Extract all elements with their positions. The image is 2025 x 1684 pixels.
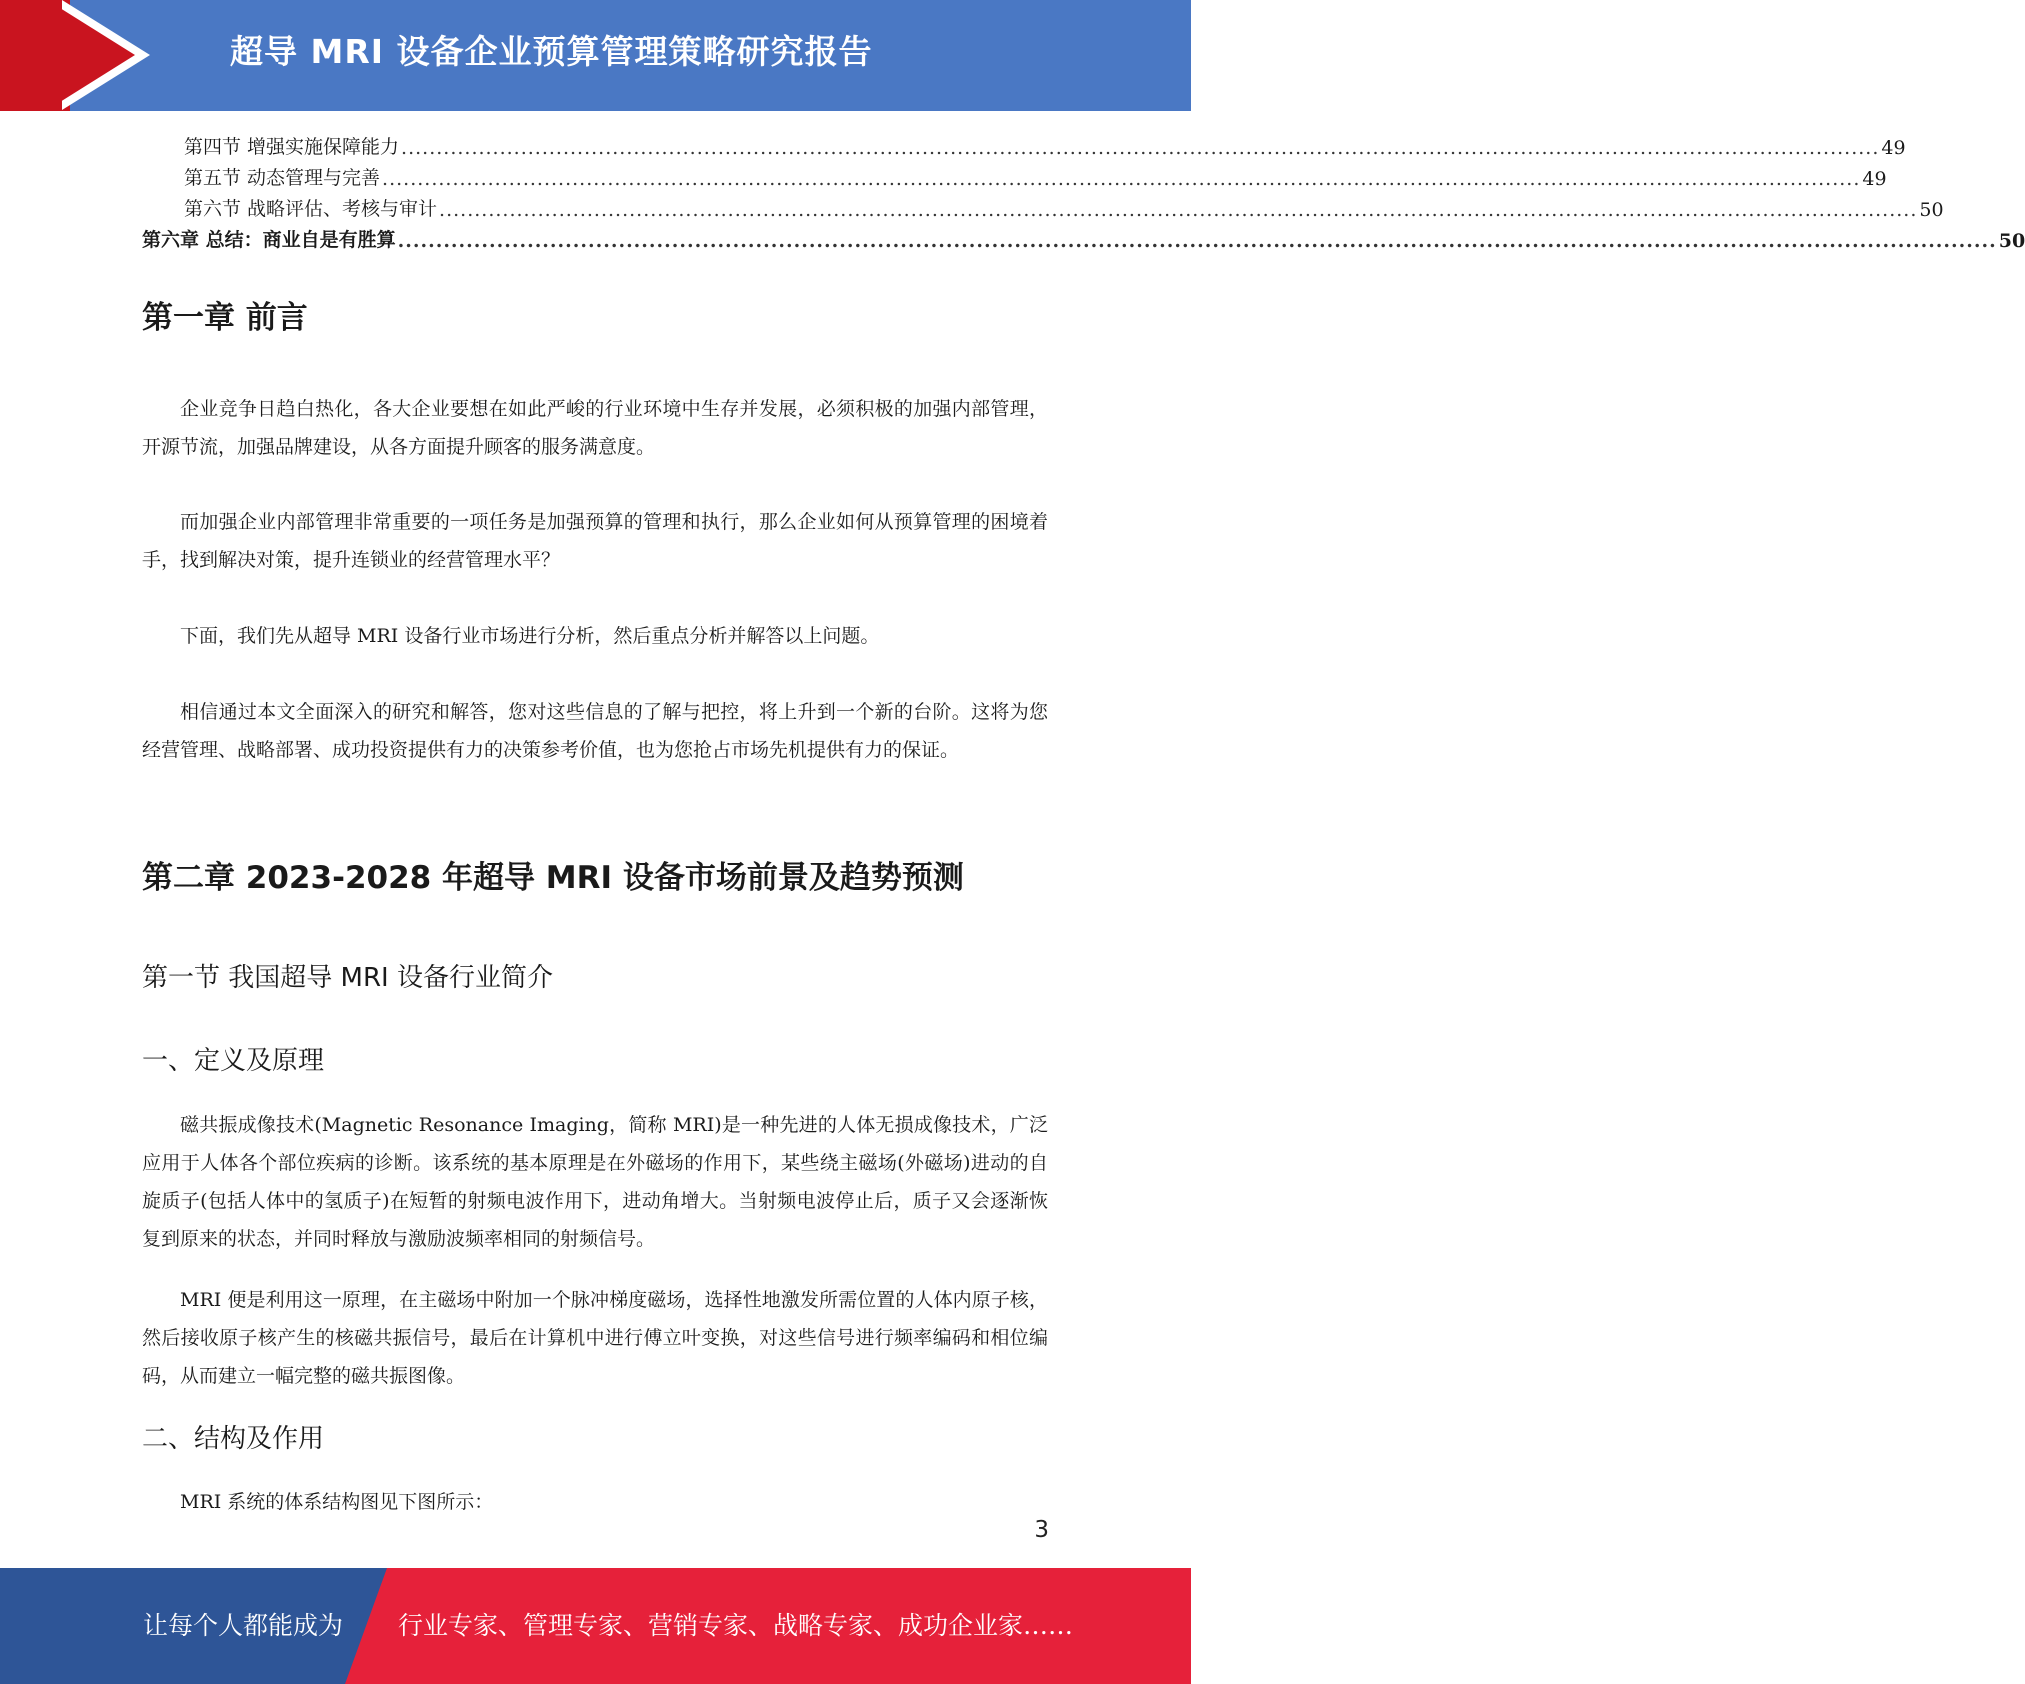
toc-entry-title: 第四节 增强实施保障能力 bbox=[184, 136, 400, 158]
chapter-1-body bbox=[142, 503, 1048, 579]
paragraph: 下面，我们先从超导 MRI 设备行业市场进行分析，然后重点分析并解答以上问题。 bbox=[180, 625, 880, 647]
toc-entry-title: 第五节 动态管理与完善 bbox=[184, 167, 381, 189]
section-heading-block bbox=[142, 957, 1048, 994]
page-number: 3 bbox=[1034, 1517, 1049, 1543]
subsection-heading-block bbox=[142, 1418, 1048, 1455]
subsection-heading: 二、结构及作用 bbox=[142, 1424, 325, 1454]
toc-entry-title: 第六节 战略评估、考核与审计 bbox=[184, 198, 438, 220]
footer-slogan-left: 让每个人都能成为 bbox=[143, 1611, 344, 1640]
chapter-2 bbox=[142, 852, 1048, 897]
paragraph: 而加强企业内部管理非常重要的一项任务是加强预算的管理和执行，那么企业如何从预算管理的困境着手，找到解决对策，提升连锁业的经营管理水平？ bbox=[142, 511, 1048, 571]
chapter-1 bbox=[142, 292, 1048, 337]
chapter-heading: 第一章 前言 bbox=[142, 300, 308, 336]
header-arrow-inner bbox=[60, 8, 135, 102]
toc-entry-chapter[interactable] bbox=[142, 221, 2025, 252]
toc-entry-page: 49 bbox=[1881, 137, 1906, 159]
subsection-body bbox=[142, 1281, 1048, 1395]
paragraph: 相信通过本文全面深入的研究和解答，您对这些信息的了解与把控，将上升到一个新的台阶。这将为您经营管理、战略部署、成功投资提供有力的决策参考价值，也为您抢占市场先机提供有力的保证。 bbox=[142, 701, 1048, 761]
toc-leader-dots: .................................................................................................................................................................................................................. bbox=[382, 168, 1861, 190]
subsection-heading-block bbox=[142, 1040, 1048, 1077]
footer-blue-slant bbox=[345, 1568, 387, 1684]
table-of-contents bbox=[142, 128, 2025, 252]
chapter-1-body bbox=[142, 617, 1048, 655]
chapter-heading: 第二章 2023-2028 年超导 MRI 设备市场前景及趋势预测 bbox=[142, 860, 964, 896]
toc-leader-dots: .................................................................................................................................................................................................................. bbox=[439, 199, 1918, 221]
toc-entry-page: 50 bbox=[1919, 199, 1944, 221]
chapter-1-body bbox=[142, 693, 1048, 769]
footer-slogan-right: 行业专家、管理专家、营销专家、战略专家、成功企业家…… bbox=[398, 1611, 1074, 1640]
page-header bbox=[0, 0, 1191, 111]
toc-entry-title: 第六章 总结：商业自是有胜算 bbox=[142, 229, 396, 251]
toc-leader-dots: .................................................................................................................................................................................................................. bbox=[397, 230, 1997, 252]
report-title: 超导 MRI 设备企业预算管理策略研究报告 bbox=[230, 32, 873, 71]
page-footer bbox=[0, 1568, 1191, 1684]
paragraph: 磁共振成像技术(Magnetic Resonance Imaging，简称 MRI)是一种先进的人体无损成像技术，广泛应用于人体各个部位疾病的诊断。该系统的基本原理是在外磁场的作用下，某些绕主磁场(外磁场)进动的自旋质子(包括人体中的氢质子)在短暂的射频电波作用下，进动角增大。当射频电波停止后，质子又会逐渐恢复到原来的状态，并同时释放与激励波频率相同的射频信号。 bbox=[142, 1114, 1048, 1250]
paragraph: 企业竞争日趋白热化，各大企业要想在如此严峻的行业环境中生存并发展，必须积极的加强内部管理，开源节流，加强品牌建设，从各方面提升顾客的服务满意度。 bbox=[142, 398, 1048, 458]
toc-entry[interactable] bbox=[142, 128, 1906, 159]
toc-entry-page: 50 bbox=[1998, 230, 2025, 252]
toc-leader-dots: .................................................................................................................................................................................................................. bbox=[401, 137, 1880, 159]
subsection-body bbox=[142, 1106, 1048, 1258]
subsection-body bbox=[142, 1483, 1048, 1521]
paragraph: MRI 系统的体系结构图见下图所示： bbox=[180, 1491, 494, 1513]
toc-entry[interactable] bbox=[142, 159, 1887, 190]
chapter-1-body bbox=[142, 390, 1048, 466]
toc-entry[interactable] bbox=[142, 190, 1944, 221]
toc-entry-page: 49 bbox=[1862, 168, 1887, 190]
paragraph: MRI 便是利用这一原理，在主磁场中附加一个脉冲梯度磁场，选择性地激发所需位置的人体内原子核，然后接收原子核产生的核磁共振信号，最后在计算机中进行傅立叶变换，对这些信号进行频率编码和相位编码，从而建立一幅完整的磁共振图像。 bbox=[142, 1289, 1048, 1387]
subsection-heading: 一、定义及原理 bbox=[142, 1046, 325, 1076]
section-heading: 第一节 我国超导 MRI 设备行业简介 bbox=[142, 963, 553, 993]
